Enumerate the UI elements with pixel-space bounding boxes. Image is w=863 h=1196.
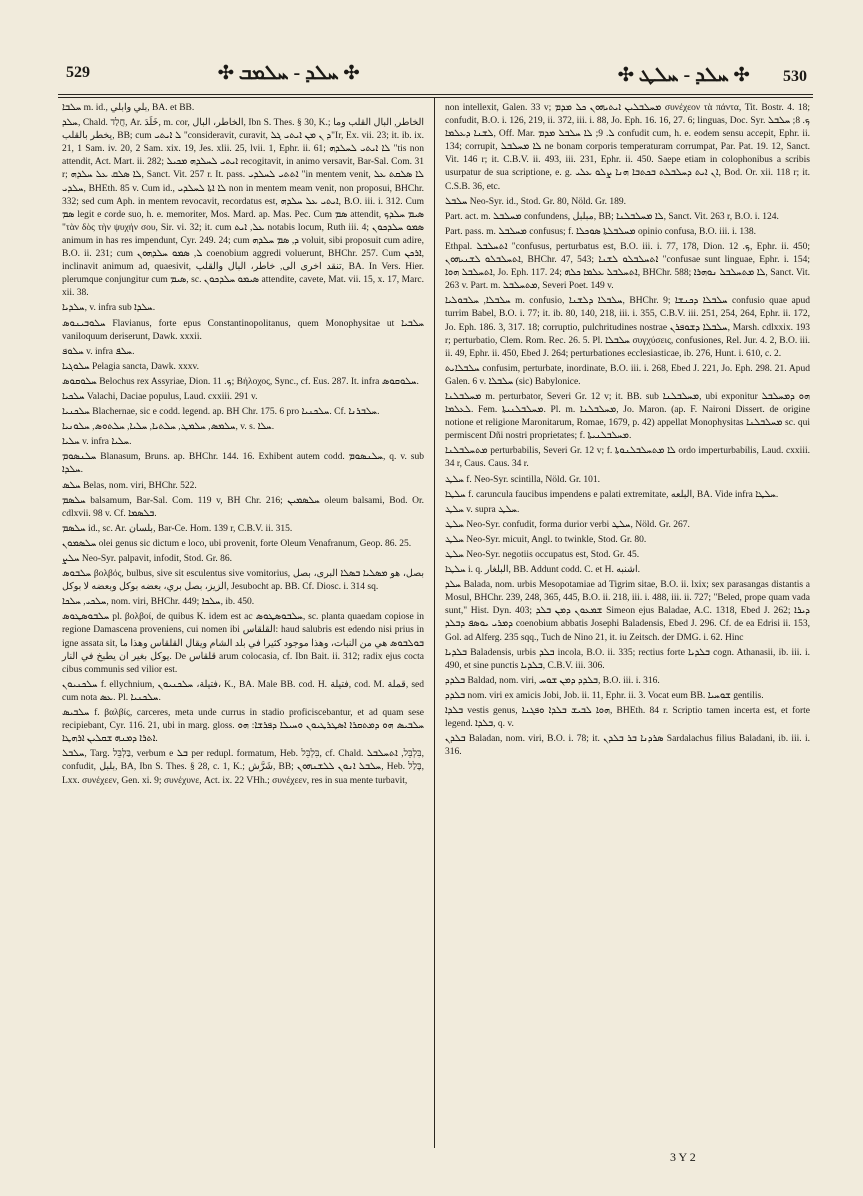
dictionary-entry: Part. act. m. ܡܚܠܒܠ confundens, مبلبل, BB; ܠܐ ܡܚܠܒܠܢܐ, Sanct. Vit. 263 r, B.O. i. 124.: [445, 211, 779, 222]
dictionary-entry: ܚܠܕܝܐ, v. infra sub ܚܠܕܐ.: [62, 303, 156, 314]
dictionary-entry: ܚܠܛܐ f. caruncula faucibus impendens e palati extremitate, البلعه, BA. Vide infra ܚܠܛܐ.: [445, 489, 779, 500]
dictionary-entry: ܚܠܢܣܘܡ Blanasum, Bruns. ap. BHChr. 144. 16. Exhibent autem codd. ܚܠܢܣܘܡ, q. v. sub ܚܠܕܐ.: [62, 452, 424, 476]
dictionary-entry: ܚܠܛ Neo-Syr. confudit, forma durior verbi ܚܠܛ, Nöld. Gr. 267.: [445, 519, 690, 530]
right-column: [445, 102, 810, 761]
dictionary-entry: ܒܠܕܢ Baladan, nom. viri, B.O. i. 78; it. ܣܪܕܢܐ ܒܪ ܒܠܕܢ Sardalachus filius Baladani, ib. iii. i. 316.: [445, 734, 811, 758]
dictionary-entry: ܚܠܘܩܘܣ Belochus rex Assyriae, Dion. ܟ. 11; Βήλοχος, Sync., cf. Eus. 287. It. infra ܚܠܘܩܘܣ.: [62, 376, 419, 387]
dictionary-entry: ܚܠܛܐ i. q. البلغار, BB. Addunt codd. C. et H. اشنبه.: [445, 565, 641, 576]
dictionary-entry: Ethpal. ܐܬܚܠܒܠ "confusus, perturbatus est, B.O. iii. i. 77, 178, Dion. ܟ. 12, Ephr. ii. 450; ܐܬܚܠܒܠܘ ܠܫܢܝܗܘܢ, BHChr. 47, 543; ܐܬܚܠܒܠܘ ܠܫܢܐ "confusae sunt linguae, Ephr. i. 154; ܐܬܚܠܒܠ ܗܘܐ, Jo. Eph. 117. 24; ܐܬܚܠܒܠ ܥܠܡܐ ܟܠܗ, BHChr. 588; ܠܐ ܡܬܚܠܒܠ ܢܘܗܪܐ, Sanct. Vit. 263 v. Part. m. ܡܬܚܠܒܠ, Severi Poet. 149 v.: [445, 241, 810, 292]
dictionary-entry: ܚܠܛ v. supra ܚܠܛ.: [445, 504, 520, 515]
dictionary-entry: ܚܠܣܡ balsamum, Bar-Sal. Com. 119 v, BH Chr. 216; ܚܠܣܡܝܢ oleum balsami, Bod. Or. cdlxvii. 98 v. Cf. ܒܠܣܡܐ.: [62, 495, 424, 519]
dictionary-entry: ܚܠܕ, Chald. חֲלַד, Ar. خَلَدَ, m. cor, الخاطر، البال, Ibn S. Thes. § 30, K.; الخاطر, البال القلب وما يخطر بالقلب, BB; cum ܠ ܐܝܬܝ "consideravit, curavit, ܕ ܢ ܡܢ ܐܝܬܝ ܓܠ"Ir, Ex. vii. 23; it. ib. ix. 21, 1 Sam. iv. 20, 2 Sam. xix. 19, Jes. xlii. 25, lvii. 1, Ephr. ii. 61; ܠܐ ܐܝܬܝ ܠܚܠܕܗ "tis non attendit, Act. Mart. ii. 282; ܐܝܬܝ ܠܚܠܕܗ ܡܟܝܠ recogitavit, in animo versavit, Bar-Sal. Com. 31 r; ܠܐ ܣܠܩ ܥܠ ܚܠܕܗ, Sanct. Vit. 257 r. It. pass. ܐܬܬܝ ܠܚܠܕܝ "in mentem venit, ܠܐ ܣܠܩܬ ܥܠ ܚܠܕܝ, BHEth. 85 v. Cum id., ܠܐ ܐܬܐ ܠܚܠܕܝ non in mentem meam venit, non proposui, BHChr. 332; sed cum Aph. in mentem revocavit, recordatus est, ܐܝܬܝ ܥܠ ܚܠܕܗ, B.O. iii. i. 312. Cum ܣܡ legit e corde suo, h. e. memoriter, Mos. Mard. ap. Mas. Pec. Cum ܣܡ attendit, ܣܝܡ ܚܠܕܟ "τὰν δὸς τὴν ψυχήν σου, Sir. vi. 32; it. cum ܥܠ, ܐܝܬ notabis locum, Ruth iii. 4; ܣܡܘ ܚܠܕܟܘܢ animum in has res impendunt, Cyr. 249. 24; cum ܕ, ܣܡ ܚܠܕܗ voluit, sibi proposuit cum adire, B.O. ii. 231; cum ܠ, ܣܡܘ ܚܠܕܗܘܢ coenobium aggredi voluerunt, BHChr. 257. Cum ܐܪܟܢ, inclinavit animum ad, quaesivit, تنقد اخرى الى, خاطر، البال والقلب, BA. In Vers. Hier. plerumque conjungitur cum ܣܝܡ, sc. ܣܝܡܘ ܚܠܕܟܘܢ attendite, cavete, Mat. vii. 15, x. 17, Marc. xii. 38.: [62, 118, 425, 299]
header-rule: [58, 94, 813, 95]
dictionary-entry: ܒܠܕܕ nom. viri ex amicis Jobi, Job. ii. 11, Ephr. ii. 3. Vocat eum BB. ܫܘܚܝܐ gentilis.: [445, 690, 764, 701]
running-head-left: ✣ ܚܠܕ - ܚܠܡܒ ✣: [218, 62, 360, 84]
page-number-left: 529: [66, 64, 90, 81]
dictionary-entry: ܚܠܒܘܣ βολβός, bulbus, sive sit esculentus sive vomitorius, بصل، هو ܡܣܠܝܐ ܒܣܠܐ البرى، بصل الزيز، بصل بري، بعضه بوكل وبعضه لا بوكل, Jesubocht ap. BB. Cf. Diosc. i. 314 sq.: [62, 569, 424, 593]
dictionary-entry: ܚܠܣ Belas, nom. viri, BHChr. 522.: [62, 480, 197, 491]
dictionary-entry: ܚܠܒܘܣܛܘܣ pl. βολβοί, de quibus K. idem est ac ܚܠܒܘܣܛܘܣ, sc. planta quaedam copiose in regione Damascena proveniens, cui nomen ibi القلقاس: haud salubris est edendo nisi prius in igne assata sit, ܒܘܠܒܘܣ هي من النبات، وهذا موجود كثيرا في بلد الشام ويقال القلقاس وهذا ما يوكل بغير ان يطبخ في النار. De قلقاس arum colocasia, cf. Ibn Bait. ii. 312; radix ejus cocta cibus communis sed vilior est.: [62, 612, 425, 675]
header-rule-thin: [58, 97, 813, 98]
dictionary-entry: ܚܠܛ Neo-Syr. micuit, Angl. to twinkle, Stod. Gr. 80.: [445, 534, 647, 545]
dictionary-entry: ܚܠܛ Neo-Syr. negotiis occupatus est, Stod. Gr. 45.: [445, 550, 640, 560]
dictionary-entry: ܚܠܟܝܐ Valachi, Daciae populus, Laud. cxxiii. 291 v.: [62, 391, 258, 402]
dictionary-entry: ܚܠܕ Balada, nom. urbis Mesopotamiae ad Tigrim sitae, B.O. ii. lxix; sex parasangas distantis a Mosul, BHChr. 239, 248, 365, 445, B.O. ii. 218, iii. i. 488, iii. ii. 727; "Beled, prope quam vada sunt," Hist. Dyn. 403; ܫܡܥܘܢ ܕܡܢ ܒܠܕ Simeon ejus Baladae, A.C. 1318, Ebed J. 262; ܕܝܪܐ ܕܡܪܝ ܝܘܣܦ ܕܒܠܕ coenobium abbatis Josephi Baladensis, Ebed J. 296. Cf. de ea Edrisi ii. 153, Gol. ad Alferg. 235 sqq., Tuch de Nino 21, it. iu Zeitsch. der DMG. i. 62. Hinc: [445, 580, 810, 643]
page-number-right: 530: [783, 68, 807, 85]
dictionary-entry: ܒܠܕܕ Baldad, nom. viri, ܒܠܕܕ ܕܡܢ ܫܘܚ, B.O. iii. i. 316.: [445, 675, 660, 686]
running-head-right: ✣ ܚܠܕ - ܚܠܛ ✣: [618, 64, 750, 86]
dictionary-entry: ܚܠܟܝ, ܚܠܟܐ, nom. viri, BHChr. 449; ܚܠܟܐ, ib. 450.: [62, 597, 255, 608]
dictionary-entry: ܚܠܒܐ m. id., بلي وابلي, BA. et BB.: [62, 103, 195, 113]
dictionary-entry: ܡܬܚܠܒܠܢܐ perturbabilis, Severi Gr. 12 v; f. ܠܐ ܡܬܚܠܒܠܢܘܬܐ ordo imperturbabilis, Laud. cxxiii. 34 r, Caus. Caus. 34 r.: [445, 446, 810, 470]
dictionary-entry: ܚܠܒܝܣ f. βαλβίς, carceres, meta unde currus in stadio proficiscebantur, et ad quam sese recipiebant, Cyr. 116. 21, ubi in marg. gloss. ܚܠܒܝܣ ܗܘ ܕܡܬܩܪܐ ܐܣܛܪܛܝܘܢ ܘܚܝܠܐ ܕܦܪܫܐ: ܗܘ ܐܬܪܐ ܕܡܢܗ ܫܩܠܝܢ ܐܪܗܛܐ.: [62, 708, 424, 745]
dictionary-entry: ܚܠܘܒܝܢܘܣ Flavianus, forte epus Constantinopolitanus, quem Monophysitae ut ܚܠܒܝܐ vaniloquum deriserunt, Dawk. xxxii.: [62, 318, 424, 342]
dictionary-entry: ܚܠܣܡܘܢ olei genus sic dictum e loco, ubi provenit, forte Oleum Venafranum, Geop. 86. 25.: [62, 538, 412, 549]
left-column: [62, 102, 424, 790]
dictionary-entry: ܚܠܒܠ, Targ. בַּלְבֵּל, verbum e ܒܠ per redupl. formatum, Heb. בִּלְבֵּל, cf. Chald. בִּלְבֵּל, ܐܬܚܠܒܠ, confudit, بلبل, BA, Ibn S. Thes. § 28, c. 1, K.; شَرَّش, BB; ܚܠܒܠ ܐܢܘܢ ܠܠܫܢܗܘܢ, Heb. בָּלַל, Lxx. συνέχεεν, Gen. xi. 9; συνέχυνε, Act. ix. 22 VHh.; συνέχεεν, res in sua mente turbavit,: [62, 749, 424, 786]
dictionary-entry: ܚܠܘܓܝܐ Pelagia sancta, Dawk. xxxv.: [62, 361, 200, 372]
dictionary-entry: ܚܠܨ Neo-Syr. palpavit, infodit, Stod. Gr. 86.: [62, 554, 233, 564]
dictionary-entry: ܚܠܡܣ, ܚܠܡܛ, ܚܠܬܝܐ, ܚܠܝܐ, ܚܠܬܘܣ, ܚܠܘܢܝܐ, v. s. ܚܠܐ.: [62, 422, 275, 433]
dictionary-entry: ܒܠܕܝܐ Baladensis, urbis ܒܠܕ incola, B.O. ii. 335; rectius forte ܒܠܕܝܐ cogn. Athanasii, ib. iii. i. 490, et sine punctis ܒܠܕܝܐ, C.B.V. iii. 306.: [445, 647, 810, 671]
dictionary-entry: Part. pass. m. ܡܚܠܒܠ confusus; f. ܡܚܠܒܠܬܐ ܣܘܟܠܐ opinio confusa, B.O. iii. i. 138.: [445, 226, 756, 237]
dictionary-entry: ܚܠܛ f. Neo-Syr. scintilla, Nöld. Gr. 101.: [445, 474, 601, 485]
dictionary-entry: ܒܠܕܐ vestis genus, ܗܘܐ ܠܒܝܫ ܒܠܕܐ ܘܦܓܢܐ, BHEth. 84 r. Scriptio tamen incerta est, et forte legend. ܒܠܕܐ, q. v.: [445, 706, 810, 730]
page-header: [58, 62, 813, 90]
dictionary-entry: ܚܠܟܢܝܘܢ f. ellychnium, فتيلة، ܚܠܟܢܝܘܢ، K., BA. Male BB. cod. H. فتيلة, cod. M. قملة, sed cum nota ܥܣ. Pl. ܚܠܟܢܝܐ.: [62, 679, 425, 703]
dictionary-entry: ܚܠܣܡ id., sc. Ar. بلسان, Bar-Ce. Hom. 139 r, C.B.V. ii. 315.: [62, 523, 293, 534]
dictionary-entry: ܚܠܟܢܝܐ Blachernae, sic e codd. legend. ap. BH Chr. 175. 6 pro ܚܠܟܢܝܐ. Cf. ܚܠܒܪܢܐ.: [62, 407, 380, 418]
dictionary-entry: ܚܠܘܦ v. infra ܚܠܦ.: [62, 346, 135, 357]
signature-mark: 3 Y 2: [670, 1150, 696, 1164]
dictionary-entry: ܚܠܒܠܐ, ܚܠܒܘܠܝܐ m. confusio, ܚܠܒܠܐ ܕܠܫܢܐ, BHChr. 9; ܚܠܒܠܐ ܕܟܢܫܐ confusio quae apud turrim Babel, B.O. i. 77; it. ib. 80, 140, 218, iii. i. 355, C.B.V. iii. 251, 254, 264, Ephr. ii. 172, Jo. Eph. 186. 3, 317. 18; corruptio, pulchritudines nostrae ܚܠܒܠܐ ܕܫܘܦܪܢ, Marsh. cdlxxix. 193 r; perturbatio, Clem. Rom. Rec. 26. 5. Pl. ܚܠܒܠܐ συγχύσεις, confusiones, Rel. Jur. 4. 2, B.O. iii. ii. 49, Ephr. ii. 450, Ebed J. 264; perturbationes ecclesiasticae, ib. 276, Hunt. i. 610, c. 2.: [445, 296, 811, 359]
dictionary-entry: ܡܚܠܒܠܢܐ m. perturbator, Severi Gr. 12 v; it. BB. sub ܡܚܠܒܠܢܐ, ubi exponitur ܗܘ ܕܡܚܠܒܠ ܠܥܠܡܐ. Fem. ܡܚܠܒܠܢܝܬܐ. Pl. m. ܡܚܠܒܠܢܐ, Jo. Maron. (ap. F. Naironi Dissert. de origine notione et religione Maronitarum, Romae, 1679, p. 42) appellat Monophysitas ܡܚܠܒܠܢܐ sc. qui permiscent Dñi nostri proprietates; f. ܡܚܠܒܠܢܝܬܐ.: [445, 391, 810, 442]
dictionary-entry: ܚܠܝܐ v. infra ܚܠܝܐ.: [62, 437, 132, 448]
dictionary-entry: ܚܠܒܠܐܝܬ confusim, perturbate, inordinate, B.O. iii. i. 268, Ebed J. 221, Jo. Eph. 298. 21. Apud Galen. 6 v. ܚܠܒܠܐ (sic) Babylonice.: [445, 363, 810, 387]
dictionary-entry: ܚܠܒܠ Neo-Syr. id., Stod. Gr. 80, Nöld. Gr. 189.: [445, 196, 627, 207]
dictionary-entry: non intellexit, Galen. 33 v; ܡܚܠܒܠܝܢ ܐܝܬܝܗܘܢ ܟܠ ܡܕܡ συνέχεον τὰ πάντα, Tit. Bostr. 4. 18; confudit, B.O. i. 126, 219, ii. 372, iii. i. 88, Jo. Eph. 16. 16, 27. 6; linguas, Doc. Syr. ܟ. 8; ܚܠܒܠ ܠܫܢܐ ܕܥܠܡܐ, Off. Mar. ܠ. 9; ܠܐ ܚܠܒܠ ܡܕܡ confudit cum, h. e. eodem sensu accepit, Ephr. ii. 134; corrupit, ܠܐ ܡܚܠܒܠ ne bonam corporis temperaturam corrumpat, Par. Pat. 19. 12, Sanct. Vit. 146 r; it. C.B.V. ii. 493, iii. 231, Ephr. ii. 450. Saepe etiam in colophonibus a scribis usurpatur de sua scriptione, e. g. ܐܢ ܐܝܬ ܕܚܠܒܠܬ ܒܟܬܒܐ ܗܢܐ ܨܠܘ ܥܠܝ, Bod. Or. xii. 118 r; it. C.S.B. 36, etc.: [445, 103, 811, 192]
column-divider: [434, 98, 435, 1148]
